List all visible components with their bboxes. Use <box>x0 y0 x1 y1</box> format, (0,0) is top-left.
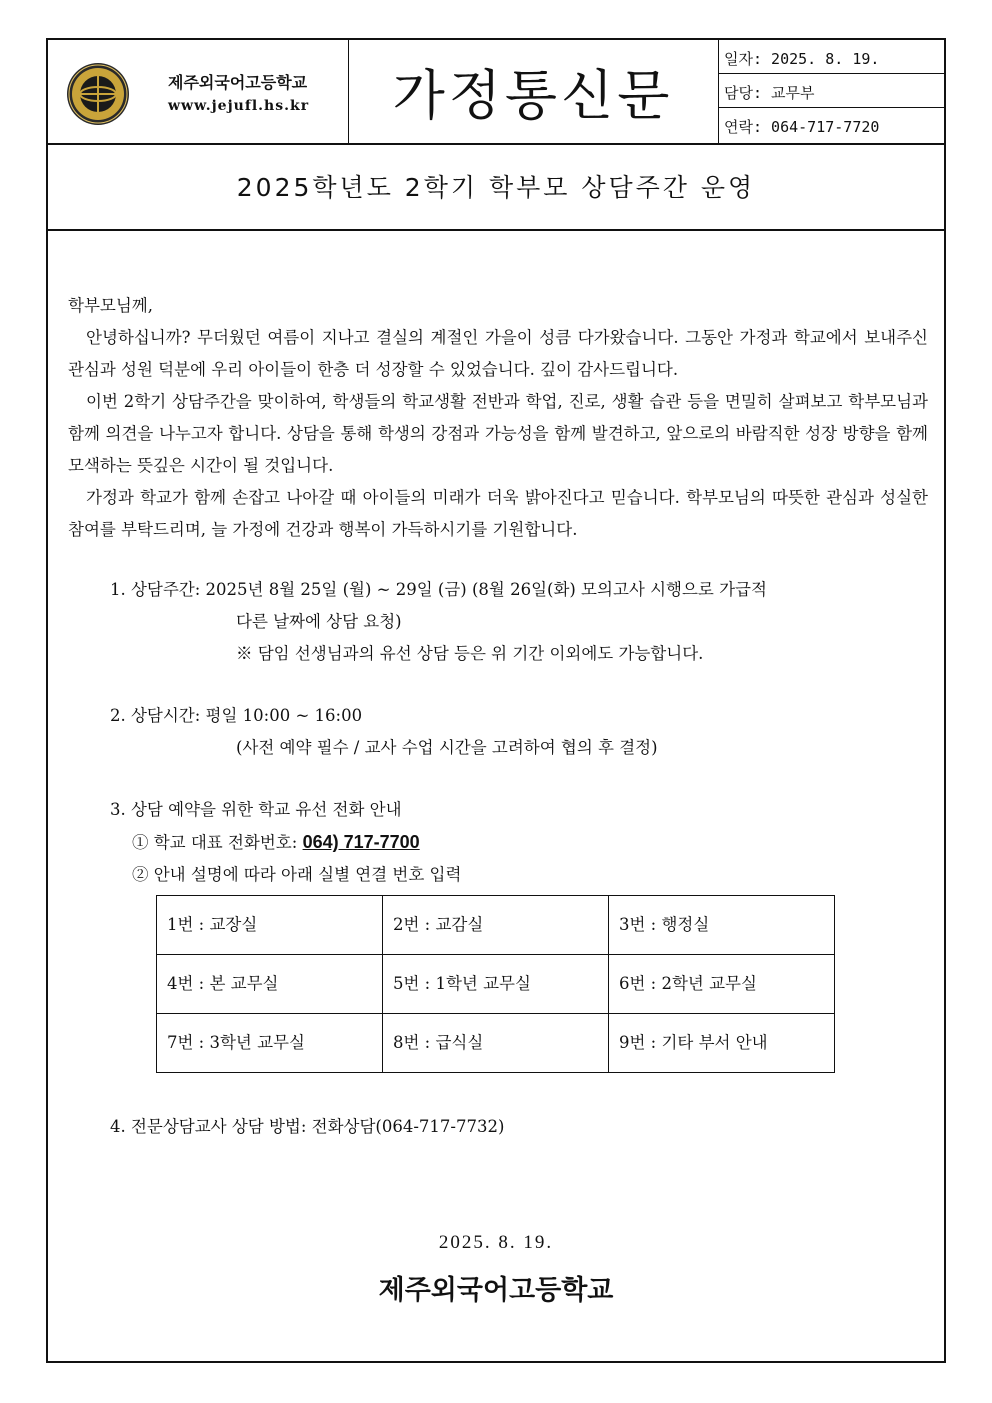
item-1-note: ※ 담임 선생님과의 유선 상담 등은 위 기간 이외에도 가능합니다. <box>236 644 704 663</box>
paragraph-2: 이번 2학기 상담주간을 맞이하여, 학생들의 학교생활 전반과 학업, 진로, 생활 습관 등을 면밀히 살펴보고 학부모님과 함께 의견을 나누고자 합니다. 상담을 통해 학생의 강점과 가능성을 함께 발견하고, 앞으로의 바람직한 성장 방향을 함께 모색하는 뜻깊은 시간이 될 것입니다. <box>68 392 928 475</box>
table-row <box>157 896 835 955</box>
closing-date: 2025. 8. 19. <box>438 1232 554 1253</box>
paragraph-3: 가정과 학교가 함께 손잡고 나아갈 때 아이들의 미래가 더욱 밝아진다고 믿습니다. 학부모님의 따뜻한 관심과 성실한 참여를 부탁드리며, 늘 가정에 건강과 행복이 가득하시기를 기원합니다. <box>68 488 928 539</box>
table-cell: 3번 : 행정실 <box>609 896 835 955</box>
date-line: 일자: 2025. 8. 19. <box>718 40 944 74</box>
closing-school-name: 제주외국어고등학교 <box>378 1275 614 1306</box>
subtitle-box <box>48 143 944 231</box>
item-1-line-2: 다른 날짜에 상담 요청) <box>236 612 402 631</box>
item-3-sub-1-label: ① 학교 대표 전화번호: <box>132 833 303 852</box>
table-cell: 1번 : 교장실 <box>157 896 383 955</box>
item-3-title: 3. 상담 예약을 위한 학교 유선 전화 안내 <box>110 800 402 819</box>
extension-table <box>156 895 835 1073</box>
table-cell: 8번 : 급식실 <box>383 1014 609 1073</box>
dept-line: 담당: 교무부 <box>718 74 944 108</box>
notice-title: 가정통신문 <box>392 64 674 127</box>
paragraph-1: 안녕하십니까? 무더웠던 여름이 지나고 결실의 계절인 가을이 성큼 다가왔습니다. 그동안 가정과 학교에서 보내주신 관심과 성원 덕분에 우리 아이들이 한층 더 성장할 수 있었습니다. 깊이 감사드립니다. <box>68 328 928 379</box>
table-cell: 5번 : 1학년 교무실 <box>383 955 609 1014</box>
item-4: 4. 전문상담교사 상담 방법: 전화상담(064-717-7732) <box>110 1117 505 1136</box>
table-row <box>157 1014 835 1073</box>
table-cell: 9번 : 기타 부서 안내 <box>609 1014 835 1073</box>
item-1-line-1: 1. 상담주간: 2025년 8월 25일 (월) ~ 29일 (금) (8월 26일(화) 모의고사 시행으로 가급적 <box>110 580 767 599</box>
table-row <box>157 955 835 1014</box>
school-website: www.jejufl.hs.kr <box>168 98 310 114</box>
info-cell <box>718 40 944 143</box>
item-3-sub-2: ② 안내 설명에 따라 아래 실별 연결 번호 입력 <box>132 865 462 884</box>
main-phone-number: 064) 717-7700 <box>302 832 420 852</box>
logo-cell <box>48 40 349 143</box>
school-emblem-icon <box>66 62 130 126</box>
title-cell <box>348 40 719 143</box>
header <box>48 40 944 145</box>
item-2-line-1: 2. 상담시간: 평일 10:00 ~ 16:00 <box>110 706 363 725</box>
table-cell: 4번 : 본 교무실 <box>157 955 383 1014</box>
item-3-sub-1 <box>132 826 928 859</box>
table-cell: 6번 : 2학년 교무실 <box>609 955 835 1014</box>
table-cell: 2번 : 교감실 <box>383 896 609 955</box>
letter-body <box>68 290 928 1143</box>
contact-line: 연락: 064-717-7720 <box>724 118 880 136</box>
item-2-line-2: (사전 예약 필수 / 교사 수업 시간을 고려하여 협의 후 결정) <box>236 738 658 757</box>
school-name: 제주외국어고등학교 <box>168 73 308 92</box>
greeting: 학부모님께, <box>68 296 153 315</box>
table-cell: 7번 : 3학년 교무실 <box>157 1014 383 1073</box>
notice-subtitle: 2025학년도 2학기 학부모 상담주간 운영 <box>236 173 756 202</box>
